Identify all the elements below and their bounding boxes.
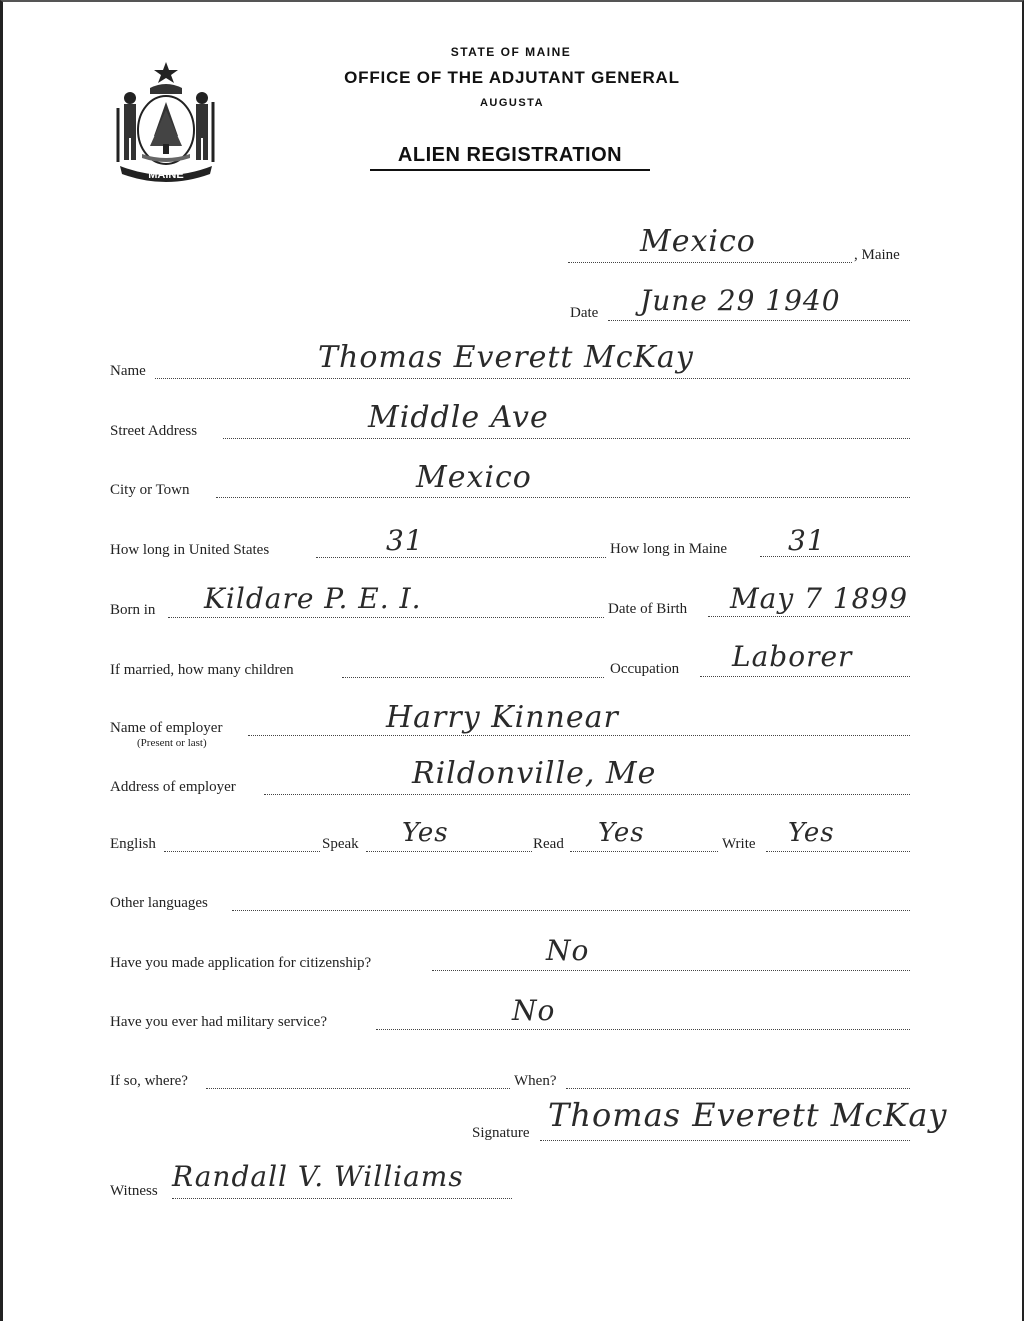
employer-address-line xyxy=(264,794,910,795)
date-label: Date xyxy=(570,305,599,321)
city-label: City or Town xyxy=(110,482,190,498)
where-label: If so, where? xyxy=(110,1073,188,1089)
read-value: Yes xyxy=(598,818,645,848)
employer-value: Harry Kinnear xyxy=(386,700,619,735)
city-line xyxy=(216,497,910,498)
employer-address-value: Rildonville, Me xyxy=(412,756,657,791)
occupation-value: Laborer xyxy=(732,640,853,673)
married-children-line xyxy=(342,677,604,678)
how-long-maine-label: How long in Maine xyxy=(610,541,728,557)
military-value: No xyxy=(512,994,556,1027)
street-line xyxy=(223,438,910,439)
date-of-birth-value: May 7 1899 xyxy=(730,582,909,615)
city-value: Mexico xyxy=(416,460,532,495)
employer-address-label: Address of employer xyxy=(110,779,236,795)
name-line xyxy=(155,378,910,379)
street-value: Middle Ave xyxy=(368,400,549,435)
employer-line xyxy=(248,735,910,736)
witness-line xyxy=(172,1198,512,1199)
write-value: Yes xyxy=(788,818,835,848)
how-long-maine-line xyxy=(760,556,910,557)
occupation-line xyxy=(700,676,910,677)
citizenship-line xyxy=(432,970,910,971)
military-line xyxy=(376,1029,910,1030)
name-label: Name xyxy=(110,363,146,379)
citizenship-label: Have you made application for citizenship? xyxy=(110,955,372,971)
town-line xyxy=(568,262,852,263)
speak-label: Speak xyxy=(322,836,359,852)
maine-label: , Maine xyxy=(854,247,900,263)
date-value: June 29 1940 xyxy=(640,284,841,317)
how-long-us-value: 31 xyxy=(386,524,424,557)
english-line xyxy=(164,851,320,852)
write-line xyxy=(766,851,910,852)
military-label: Have you ever had military service? xyxy=(110,1014,327,1030)
employer-sublabel: (Present or last) xyxy=(137,737,207,749)
born-in-value: Kildare P. E. I. xyxy=(204,582,422,615)
town-value: Mexico xyxy=(640,224,756,259)
employer-label: Name of employer xyxy=(110,720,223,736)
other-languages-label: Other languages xyxy=(110,895,208,911)
city-heading: AUGUSTA xyxy=(479,97,545,109)
where-line xyxy=(206,1088,510,1089)
occupation-label: Occupation xyxy=(610,661,680,677)
speak-line xyxy=(366,851,532,852)
witness-value: Randall V. Williams xyxy=(172,1160,464,1193)
when-line xyxy=(566,1088,910,1089)
street-label: Street Address xyxy=(110,423,198,439)
read-line xyxy=(570,851,718,852)
how-long-us-label: How long in United States xyxy=(110,542,270,558)
date-line xyxy=(608,320,910,321)
form-title: ALIEN REGISTRATION xyxy=(370,144,650,171)
name-value: Thomas Everett McKay xyxy=(318,340,694,375)
born-in-label: Born in xyxy=(110,602,156,618)
how-long-us-line xyxy=(316,557,606,558)
other-languages-line xyxy=(232,910,910,911)
speak-value: Yes xyxy=(402,818,449,848)
married-children-label: If married, how many children xyxy=(110,662,294,678)
office-heading: OFFICE OF THE ADJUTANT GENERAL xyxy=(344,68,680,87)
read-label: Read xyxy=(533,836,564,852)
date-of-birth-line xyxy=(708,616,910,617)
write-label: Write xyxy=(722,836,756,852)
witness-label: Witness xyxy=(110,1183,158,1199)
when-label: When? xyxy=(514,1073,557,1089)
how-long-maine-value: 31 xyxy=(788,524,826,557)
state-heading: STATE OF MAINE xyxy=(450,45,572,59)
born-in-line xyxy=(168,617,604,618)
signature-line xyxy=(540,1140,910,1141)
date-of-birth-label: Date of Birth xyxy=(608,601,688,617)
citizenship-value: No xyxy=(546,934,590,967)
english-label: English xyxy=(110,836,156,852)
signature-label: Signature xyxy=(472,1125,530,1141)
svg-text:MAINE: MAINE xyxy=(148,169,184,181)
signature-value: Thomas Everett McKay xyxy=(548,1096,948,1134)
